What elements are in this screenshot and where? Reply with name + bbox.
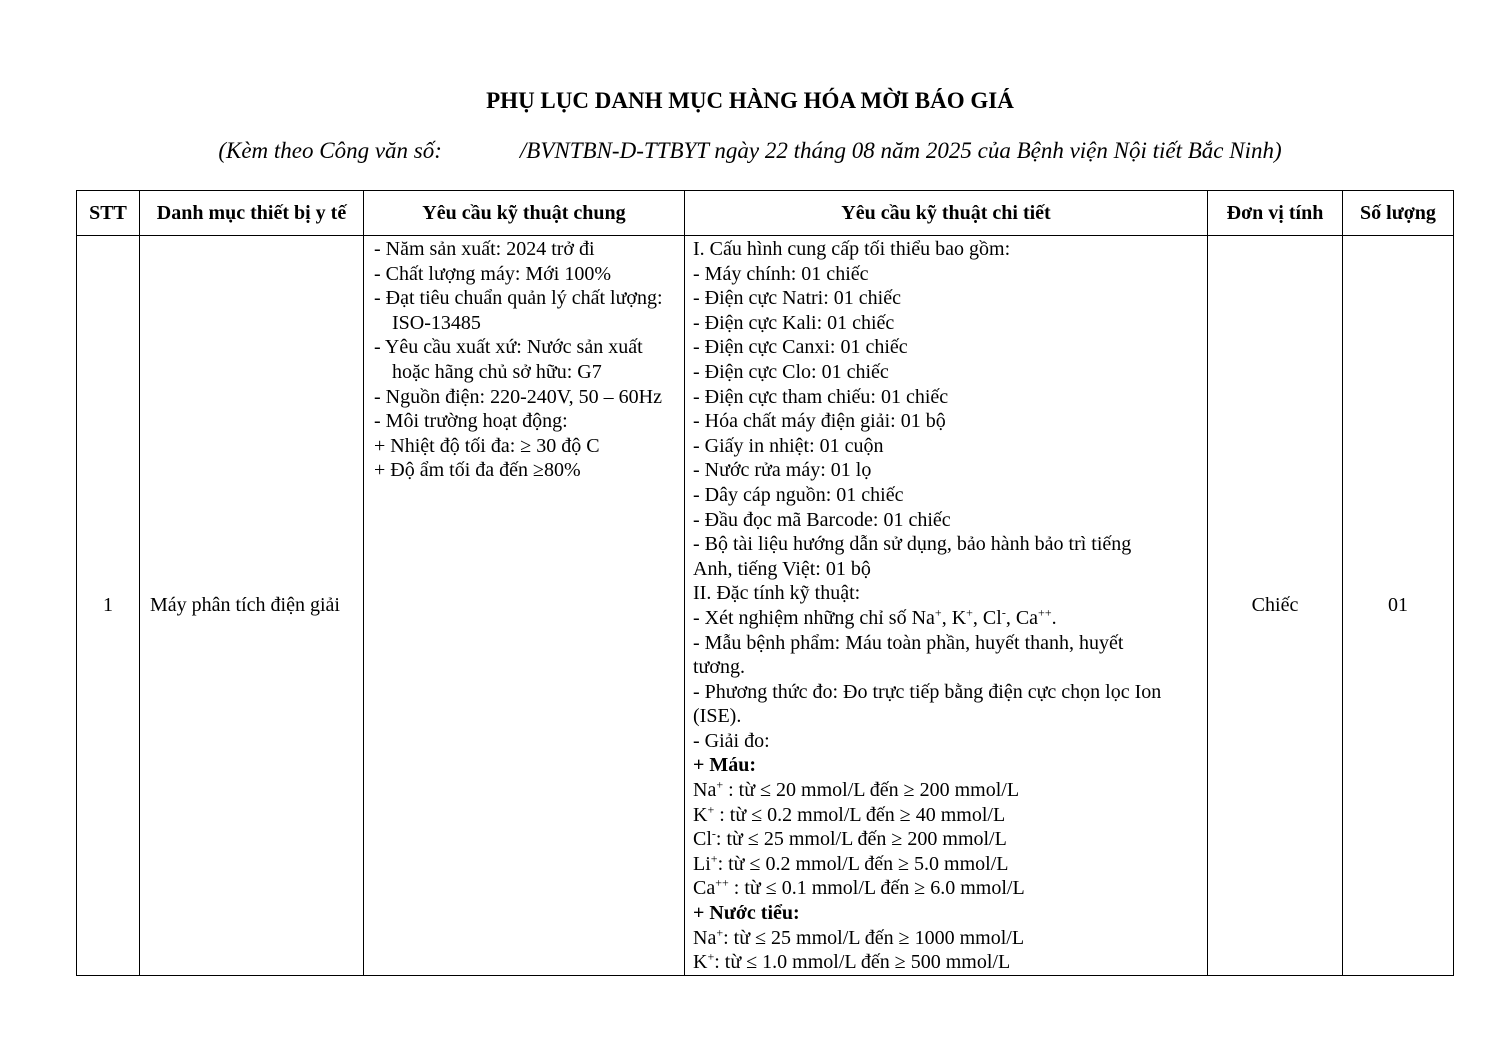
sample-line: tương. — [693, 656, 745, 679]
method-line: (ISE). — [693, 705, 742, 728]
blood-range: K+ : từ ≤ 0.2 mmol/L đến ≥ 40 mmol/L — [693, 802, 1006, 826]
cell-quantity: 01 — [1343, 236, 1454, 976]
page-subtitle — [0, 138, 1500, 164]
urine-range: Na+: từ ≤ 25 mmol/L đến ≥ 1000 mmol/L — [693, 924, 1025, 949]
config-item: - Đầu đọc mã Barcode: 01 chiếc — [693, 508, 951, 531]
config-item: - Nước rửa máy: 01 lọ — [693, 459, 872, 482]
blood-range: Na+ : từ ≤ 20 mmol/L đến ≥ 200 mmol/L — [693, 777, 1020, 802]
subtitle-part1: (Kèm theo Công văn số: — [218, 138, 442, 163]
spec-heading: II. Đặc tính kỹ thuật: — [693, 582, 861, 605]
sample-line: - Mẫu bệnh phẩm: Máu toàn phần, huyết thanh, huyết — [693, 631, 1124, 654]
general-item: - Năm sản xuất: 2024 trở đi — [374, 238, 595, 260]
table-row — [77, 236, 1454, 976]
page-title: PHỤ LỤC DANH MỤC HÀNG HÓA MỜI BÁO GIÁ — [486, 88, 1014, 113]
header-general-requirements: Yêu cầu kỹ thuật chung — [364, 191, 685, 236]
table-header-row — [77, 191, 1454, 236]
general-item: + Nhiệt độ tối đa: ≥ 30 độ C — [374, 434, 600, 457]
header-unit: Đơn vị tính — [1208, 191, 1343, 236]
config-item: - Máy chính: 01 chiếc — [693, 262, 869, 285]
urine-heading: + Nước tiểu: — [693, 902, 800, 925]
subtitle-part2: /BVNTBN-D-TTBYT ngày 22 tháng 08 năm 2025 của Bệnh viện Nội tiết Bắc Ninh) — [519, 138, 1282, 163]
cell-device-name: Máy phân tích điện giải — [140, 236, 364, 976]
config-heading: I. Cấu hình cung cấp tối thiểu bao gồm: — [693, 238, 1011, 260]
header-device-name: Danh mục thiết bị y tế — [140, 191, 364, 236]
config-item: - Bộ tài liệu hướng dẫn sử dụng, bảo hành bảo trì tiếng — [693, 533, 1132, 556]
cell-stt: 1 — [77, 236, 140, 976]
config-item: - Dây cáp nguồn: 01 chiếc — [693, 483, 904, 506]
config-item: - Điện cực Clo: 01 chiếc — [693, 360, 889, 383]
config-item: - Giấy in nhiệt: 01 cuộn — [693, 434, 884, 457]
cell-general-requirements — [364, 236, 685, 976]
cell-detailed-requirements — [685, 236, 1208, 976]
config-item: - Hóa chất máy điện giải: 01 bộ — [693, 410, 946, 433]
urine-range: K+: từ ≤ 1.0 mmol/L đến ≥ 500 mmol/L — [693, 949, 1011, 974]
general-item: - Nguồn điện: 220-240V, 50 – 60Hz — [374, 385, 662, 408]
config-item: - Điện cực Natri: 01 chiếc — [693, 287, 901, 310]
tests-line: - Xét nghiệm những chỉ số Na+, K+, Cl-, Ca++. — [693, 605, 1057, 629]
blood-range: Cl-: từ ≤ 25 mmol/L đến ≥ 200 mmol/L — [693, 826, 1007, 851]
range-heading: - Giải đo: — [693, 729, 770, 752]
header-quantity: Số lượng — [1343, 191, 1454, 236]
method-line: - Phương thức đo: Đo trực tiếp bằng điện cực chọn lọc Ion — [693, 680, 1162, 703]
cell-unit: Chiếc — [1208, 236, 1343, 976]
blood-heading: + Máu: — [693, 754, 757, 777]
general-item: - Yêu cầu xuất xứ: Nước sản xuất hoặc hãng chủ sở hữu: G7 — [374, 336, 643, 383]
config-item: - Điện cực Kali: 01 chiếc — [693, 311, 895, 334]
general-item: - Môi trường hoạt động: — [374, 410, 568, 433]
blood-range: Li+: từ ≤ 0.2 mmol/L đến ≥ 5.0 mmol/L — [693, 851, 1009, 875]
general-item: + Độ ẩm tối đa đến ≥80% — [374, 459, 581, 482]
config-item: - Điện cực tham chiếu: 01 chiếc — [693, 385, 949, 408]
blood-range: Ca++ : từ ≤ 0.1 mmol/L đến ≥ 6.0 mmol/L — [693, 875, 1025, 900]
general-item: - Đạt tiêu chuẩn quản lý chất lượng: ISO-13485 — [374, 287, 663, 334]
general-item: - Chất lượng máy: Mới 100% — [374, 262, 611, 285]
header-stt: STT — [77, 191, 140, 236]
config-item: Anh, tiếng Việt: 01 bộ — [693, 557, 871, 580]
goods-table — [76, 190, 1454, 976]
config-item: - Điện cực Canxi: 01 chiếc — [693, 336, 908, 359]
header-detailed-requirements: Yêu cầu kỹ thuật chi tiết — [685, 191, 1208, 236]
